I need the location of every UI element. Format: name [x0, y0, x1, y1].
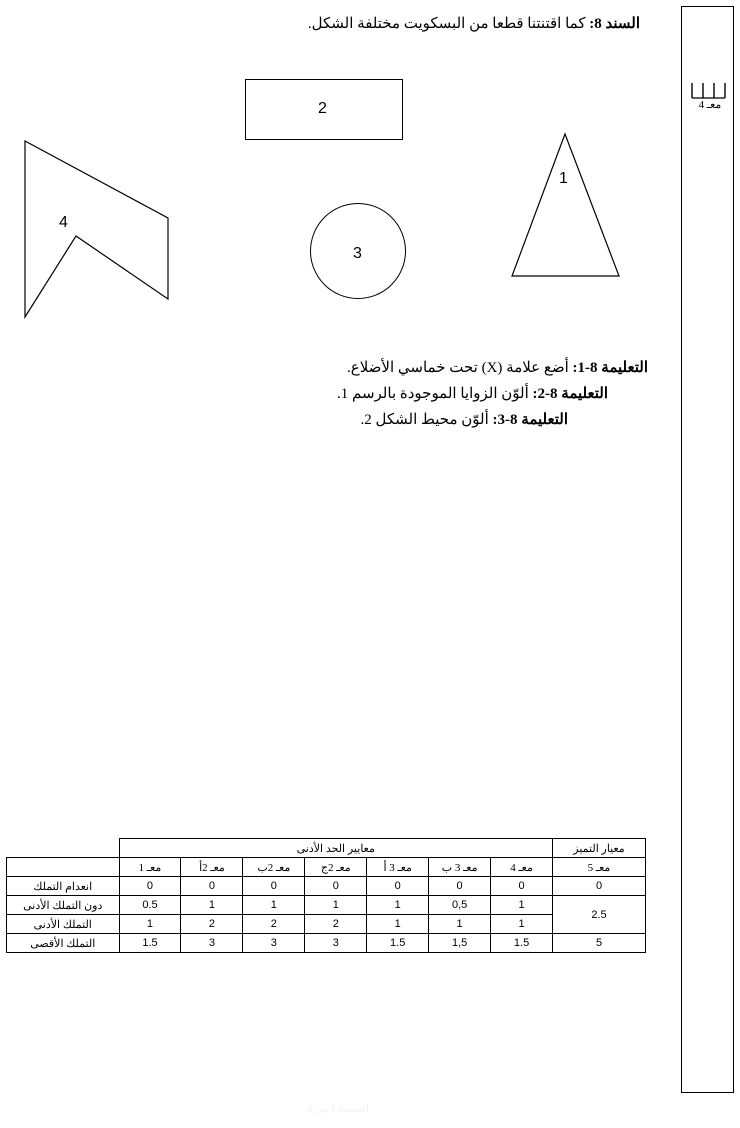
shape-triangle-label: 1	[559, 170, 568, 187]
shape-circle-label: 3	[353, 245, 362, 262]
cell-r1-c5: 1	[243, 896, 305, 915]
cell-r1-c0-merged: 2.5	[553, 896, 646, 934]
shape-triangle	[500, 126, 630, 291]
column-header-5: معـ 2ب	[243, 858, 305, 877]
cell-r3-c1: 1.5	[491, 934, 553, 953]
instruction-3-text: ألوّن محيط الشكل 2.	[360, 412, 489, 428]
cell-r1-c2: 0,5	[429, 896, 491, 915]
group-header-spacer	[7, 839, 120, 858]
cell-r2-c1: 1	[491, 915, 553, 934]
column-header-0: معـ 5	[553, 858, 646, 877]
shapes-canvas	[0, 46, 676, 346]
row-label-1: دون التملك الأدنى	[7, 896, 120, 915]
grading-table-column-row	[7, 858, 646, 877]
instruction-1-label: التعليمة 8-1:	[572, 360, 648, 376]
cell-r2-c4: 2	[305, 915, 367, 934]
cell-r3-c0: 5	[553, 934, 646, 953]
instructions-list	[128, 355, 648, 433]
grading-table-body	[7, 877, 646, 953]
ruler-ticks-icon	[691, 82, 727, 99]
header-text: كما اقتنتنا قطعا من البسكويت مختلفة الشكل.	[307, 16, 586, 32]
cell-r0-c6: 0	[181, 877, 243, 896]
grading-table-head	[7, 839, 646, 877]
cell-r2-c5: 2	[243, 915, 305, 934]
cell-r0-c3: 0	[367, 877, 429, 896]
shape-pentagon-label: 4	[59, 214, 68, 231]
table-row	[7, 934, 646, 953]
shape-pentagon	[8, 131, 188, 326]
shape-rectangle-label: 2	[318, 100, 327, 117]
row-label-3: التملك الأقصى	[7, 934, 120, 953]
instruction-2-label: التعليمة 8-2:	[532, 386, 608, 402]
table-row	[7, 896, 646, 915]
page-footer: الصفحة 4 من 4	[307, 1104, 369, 1115]
cell-r0-c4: 0	[305, 877, 367, 896]
instruction-1-text: أضع علامة (X) تحت خماسي الأضلاع.	[347, 360, 569, 376]
cell-r2-c7: 1	[119, 915, 181, 934]
cell-r1-c7: 0.5	[119, 896, 181, 915]
grading-table	[6, 838, 646, 953]
row-label-0: انعدام التملك	[7, 877, 120, 896]
ruler-label: معـ 4	[698, 99, 722, 111]
ruler-marker-group	[691, 82, 727, 118]
column-header-rowlabel	[7, 858, 120, 877]
cell-r1-c1: 1	[491, 896, 553, 915]
column-header-7: معـ 1	[119, 858, 181, 877]
row-label-2: التملك الأدنى	[7, 915, 120, 934]
cell-r3-c4: 3	[305, 934, 367, 953]
group-header-excellence: معيار التميز	[553, 839, 646, 858]
instruction-2-text: ألوّن الزوايا الموجودة بالرسم 1.	[336, 386, 529, 402]
cell-r0-c1: 0	[491, 877, 553, 896]
cell-r1-c4: 1	[305, 896, 367, 915]
cell-r2-c2: 1	[429, 915, 491, 934]
cell-r0-c5: 0	[243, 877, 305, 896]
column-header-2: معـ 3 ب	[429, 858, 491, 877]
cell-r3-c3: 1.5	[367, 934, 429, 953]
cell-r1-c6: 1	[181, 896, 243, 915]
group-header-minimum: معايير الحد الأدنى	[119, 839, 553, 858]
cell-r0-c2: 0	[429, 877, 491, 896]
document-header	[210, 14, 640, 34]
cell-r3-c5: 3	[243, 934, 305, 953]
right-margin-strip	[681, 6, 734, 1093]
instruction-item-3	[128, 407, 568, 433]
column-header-1: معـ 4	[491, 858, 553, 877]
cell-r3-c2: 1,5	[429, 934, 491, 953]
cell-r0-c0: 0	[553, 877, 646, 896]
cell-r2-c3: 1	[367, 915, 429, 934]
cell-r3-c7: 1.5	[119, 934, 181, 953]
column-header-6: معـ 2أ	[181, 858, 243, 877]
cell-r2-c6: 2	[181, 915, 243, 934]
instruction-item-1	[128, 355, 648, 381]
column-header-3: معـ 3 أ	[367, 858, 429, 877]
instruction-3-label: التعليمة 8-3:	[492, 412, 568, 428]
cell-r1-c3: 1	[367, 896, 429, 915]
header-label: السند 8:	[589, 16, 640, 32]
column-header-4: معـ 2ج	[305, 858, 367, 877]
instruction-item-2	[128, 381, 608, 407]
grading-table-container	[6, 838, 654, 953]
table-row	[7, 915, 646, 934]
cell-r0-c7: 0	[119, 877, 181, 896]
grading-table-group-row	[7, 839, 646, 858]
cell-r3-c6: 3	[181, 934, 243, 953]
table-row	[7, 877, 646, 896]
